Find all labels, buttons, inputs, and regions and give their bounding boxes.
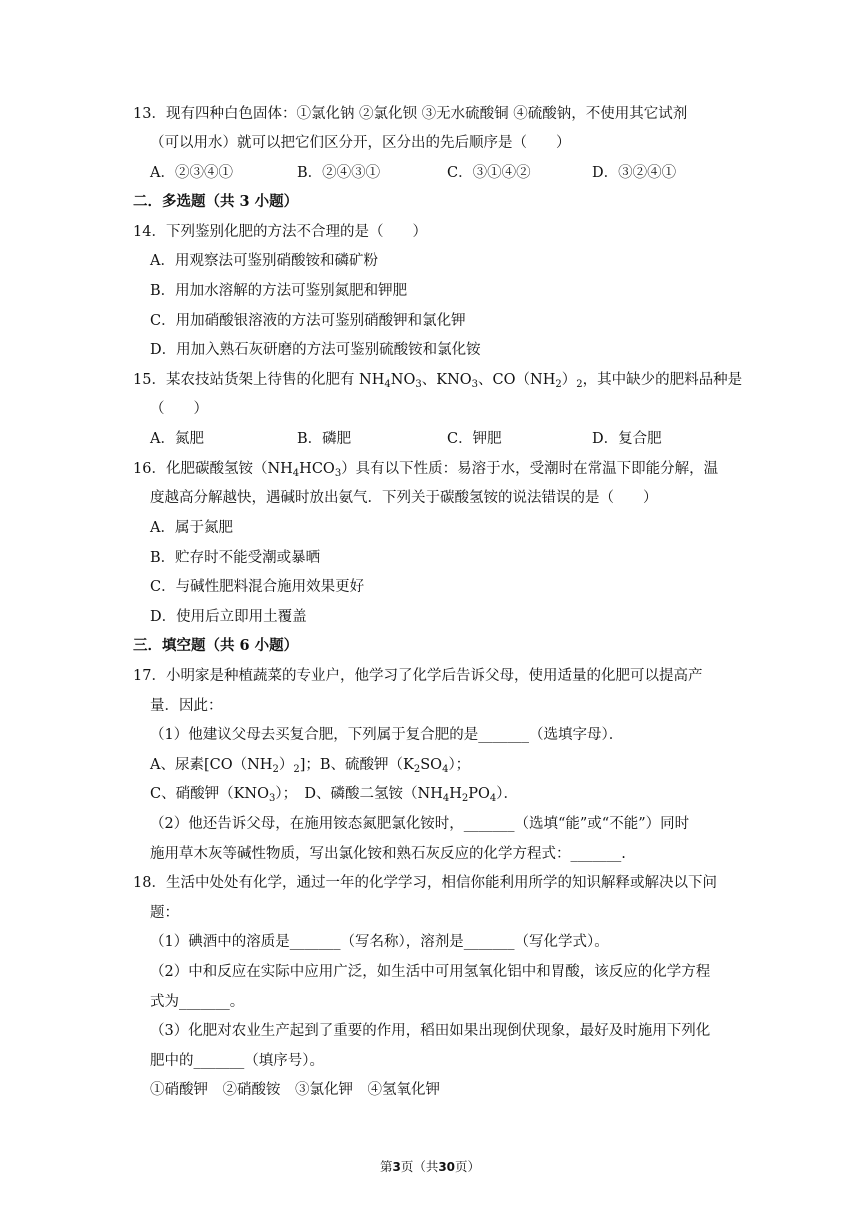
q14-option-a: A．用观察法可鉴别硝酸铵和磷矿粉 (150, 253, 378, 269)
q18-part3-choices: ①硝酸钾 ②硝酸铵 ③氯化钾 ④氢氧化钾 (150, 1082, 440, 1098)
q17-choices-cd: C、硝酸钾$(KNO_3)$； D、磷酸二氢铵$(NH_4H_2PO_4)$． (150, 786, 519, 804)
q17-part2-line2: 施用草木灰等碱性物质，写出氯化铵和熟石灰反应的化学方程式：_______. (150, 846, 626, 862)
q15-stem-line1: 15．某农技站货架上待售的化肥有 $NH_4NO_3$、$KNO_3$、$CO(NH_2)_2$，其中缺少的肥料品种是 (133, 372, 743, 390)
section-heading-multiple-choice: 二．多选题（共 3 小题） (133, 193, 299, 210)
q13-line1: 13．现有四种白色固体：①氯化钠 ②氯化钡 ③无水硫酸铜 ④硫酸钠，不使用其它试剂 (133, 106, 688, 122)
q17-stem-line2: 量．因此： (150, 698, 223, 714)
q14-option-d: D．用加入熟石灰研磨的方法可鉴别硫酸铵和氯化铵 (150, 342, 481, 358)
q18-stem-line2: 题： (150, 905, 179, 921)
q15-option-d: D．复合肥 (592, 431, 662, 447)
q16-option-a: A．属于氮肥 (150, 520, 233, 536)
q16-option-b: B．贮存时不能受潮或暴晒 (150, 550, 321, 566)
q18-part3-line2: 肥中的_______（填序号）。 (150, 1053, 324, 1069)
q15-stem-line2: （ ） (150, 401, 208, 417)
q13-line2: （可以用水）就可以把它们区分开，区分出的先后顺序是（ ） (150, 135, 571, 151)
q18-stem-line1: 18．生活中处处有化学，通过一年的化学学习，相信你能利用所学的知识解释或解决以下问 (133, 875, 717, 891)
q15-option-a: A．氮肥 (150, 431, 204, 447)
page-number: 3 (392, 1160, 401, 1174)
q16-option-c: C．与碱性肥料混合施用效果更好 (150, 579, 365, 595)
q17-part2-line1: （2）他还告诉父母，在施用铵态氮肥氯化铵时，_______（选填“能”或“不能”）同时 (150, 816, 690, 832)
q18-part3-line1: （3）化肥对农业生产起到了重要的作用，稻田如果出现倒伏现象，最好及时施用下列化 (150, 1023, 711, 1039)
q16-stem-line1: 16．化肥碳酸氢铵$(NH_4HCO_3)$具有以下性质：易溶于水，受潮时在常温下即能分解，温 (133, 461, 719, 479)
q18-part1: （1）碘酒中的溶质是_______（写名称），溶剂是_______（写化学式）。 (150, 934, 609, 950)
q13-option-d: D．③②④① (592, 165, 677, 181)
q13-option-b: B．②④③① (297, 165, 381, 181)
q17-choices-ab: A、尿素$[CO(NH_2)_2]$；B、硫酸钾$(K_2SO_4)$； (150, 757, 471, 775)
section-heading-fill-in: 三．填空题（共 6 小题） (133, 637, 299, 654)
q15-option-b: B．磷肥 (297, 431, 352, 447)
q14-option-c: C．用加硝酸银溶液的方法可鉴别硝酸钾和氯化钾 (150, 313, 466, 329)
q15-option-c: C．钾肥 (447, 431, 502, 447)
q13-option-c: C．③①④② (447, 165, 531, 181)
q14-option-b: B．用加水溶解的方法可鉴别氮肥和钾肥 (150, 283, 408, 299)
q16-option-d: D．使用后立即用土覆盖 (150, 609, 307, 625)
q18-part2-line1: （2）中和反应在实际中应用广泛，如生活中可用氢氧化铝中和胃酸，该反应的化学方程 (150, 964, 711, 980)
q13-option-a: A．②③④① (150, 165, 233, 181)
page-total: 30 (438, 1160, 456, 1174)
q18-part2-line2: 式为_______。 (150, 994, 245, 1010)
page-footer: 第3页（共30页） (379, 1159, 481, 1174)
q17-part1: （1）他建议父母去买复合肥，下列属于复合肥的是_______（选填字母）． (150, 727, 624, 743)
q17-stem-line1: 17．小明家是种植蔬菜的专业户，他学习了化学后告诉父母，使用适量的化肥可以提高产 (133, 668, 703, 684)
q16-stem-line2: 度越高分解越快，遇碱时放出氨气．下列关于碳酸氢铵的说法错误的是（ ） (150, 490, 658, 506)
q14-stem: 14．下列鉴别化肥的方法不合理的是（ ） (133, 224, 427, 240)
